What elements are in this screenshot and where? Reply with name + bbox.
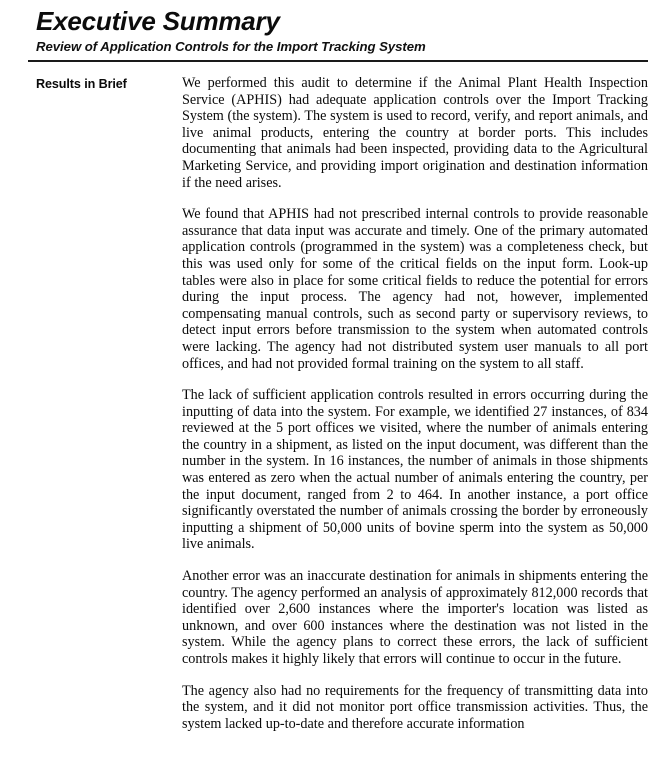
paragraph-4: Another error was an inaccurate destination for animals in shipments entering the country. The agency performed an analysis of approximately 812,000 records that identified over 2,600 instances where the importer's location was listed as unknown, and over 600 instances where the destination was not listed in the system. While the agency plans to correct these errors, the lack of sufficient controls makes it highly likely that errors will continue to occur in the future. [182,568,648,667]
paragraph-1: We performed this audit to determine if the Animal Plant Health Inspection Service (APHIS) had adequate application controls over the Import Tracking System (the system). The system is used to record, verify, and report animals, and live animal products, entering the country at border ports. This includes documenting that animals had been inspected, providing data to the Agricultural Marketing Service, and providing import origination and destination information if the need arises. [182,75,648,191]
paragraph-2: We found that APHIS had not prescribed internal controls to provide reasonable assurance that data input was accurate and timely. One of the primary automated application controls (programmed in the system) was a completeness check, but this was used only for some of the critical fields on the input form. Look-up tables were also in place for some critical fields to reduce the potential for errors during the input process. The agency had not, however, implemented compensating manual controls, such as second party or supervisory reviews, to detect input errors before transmission to the system when automated controls were lacking. The agency had not distributed system user manuals to all port offices, and had not provided formal training on the system to all staff. [182,206,648,372]
section-label-results-in-brief: Results in Brief [36,77,127,91]
document-header [0,0,662,55]
body-text-column [182,75,648,732]
paragraph-5: The agency also had no requirements for the frequency of transmitting data into the system, and it did not monitor port office transmission activities. Thus, the system lacked up-to-date and therefore accurate information [182,682,648,732]
paragraph-3: The lack of sufficient application controls resulted in errors occurring during the inputting of data into the system. For example, we identified 27 instances, of 834 reviewed at the 5 port offices we visited, where the number of animals entering the country in a shipment, as listed on the input document, was different than the number in the system. In 16 instances, the number of animals in those shipments was entered as zero when the actual number of animals entering the country, per the input document, ranged from 2 to 464. In another instance, a port office significantly overstated the number of animals crossing the border by erroneously inputting a shipment of 50,000 units of bovine sperm into the system as 50,000 live animals. [182,387,648,553]
page-subtitle: Review of Application Controls for the Import Tracking System [36,39,426,54]
page-title: Executive Summary [36,6,280,36]
document-body [0,62,662,732]
